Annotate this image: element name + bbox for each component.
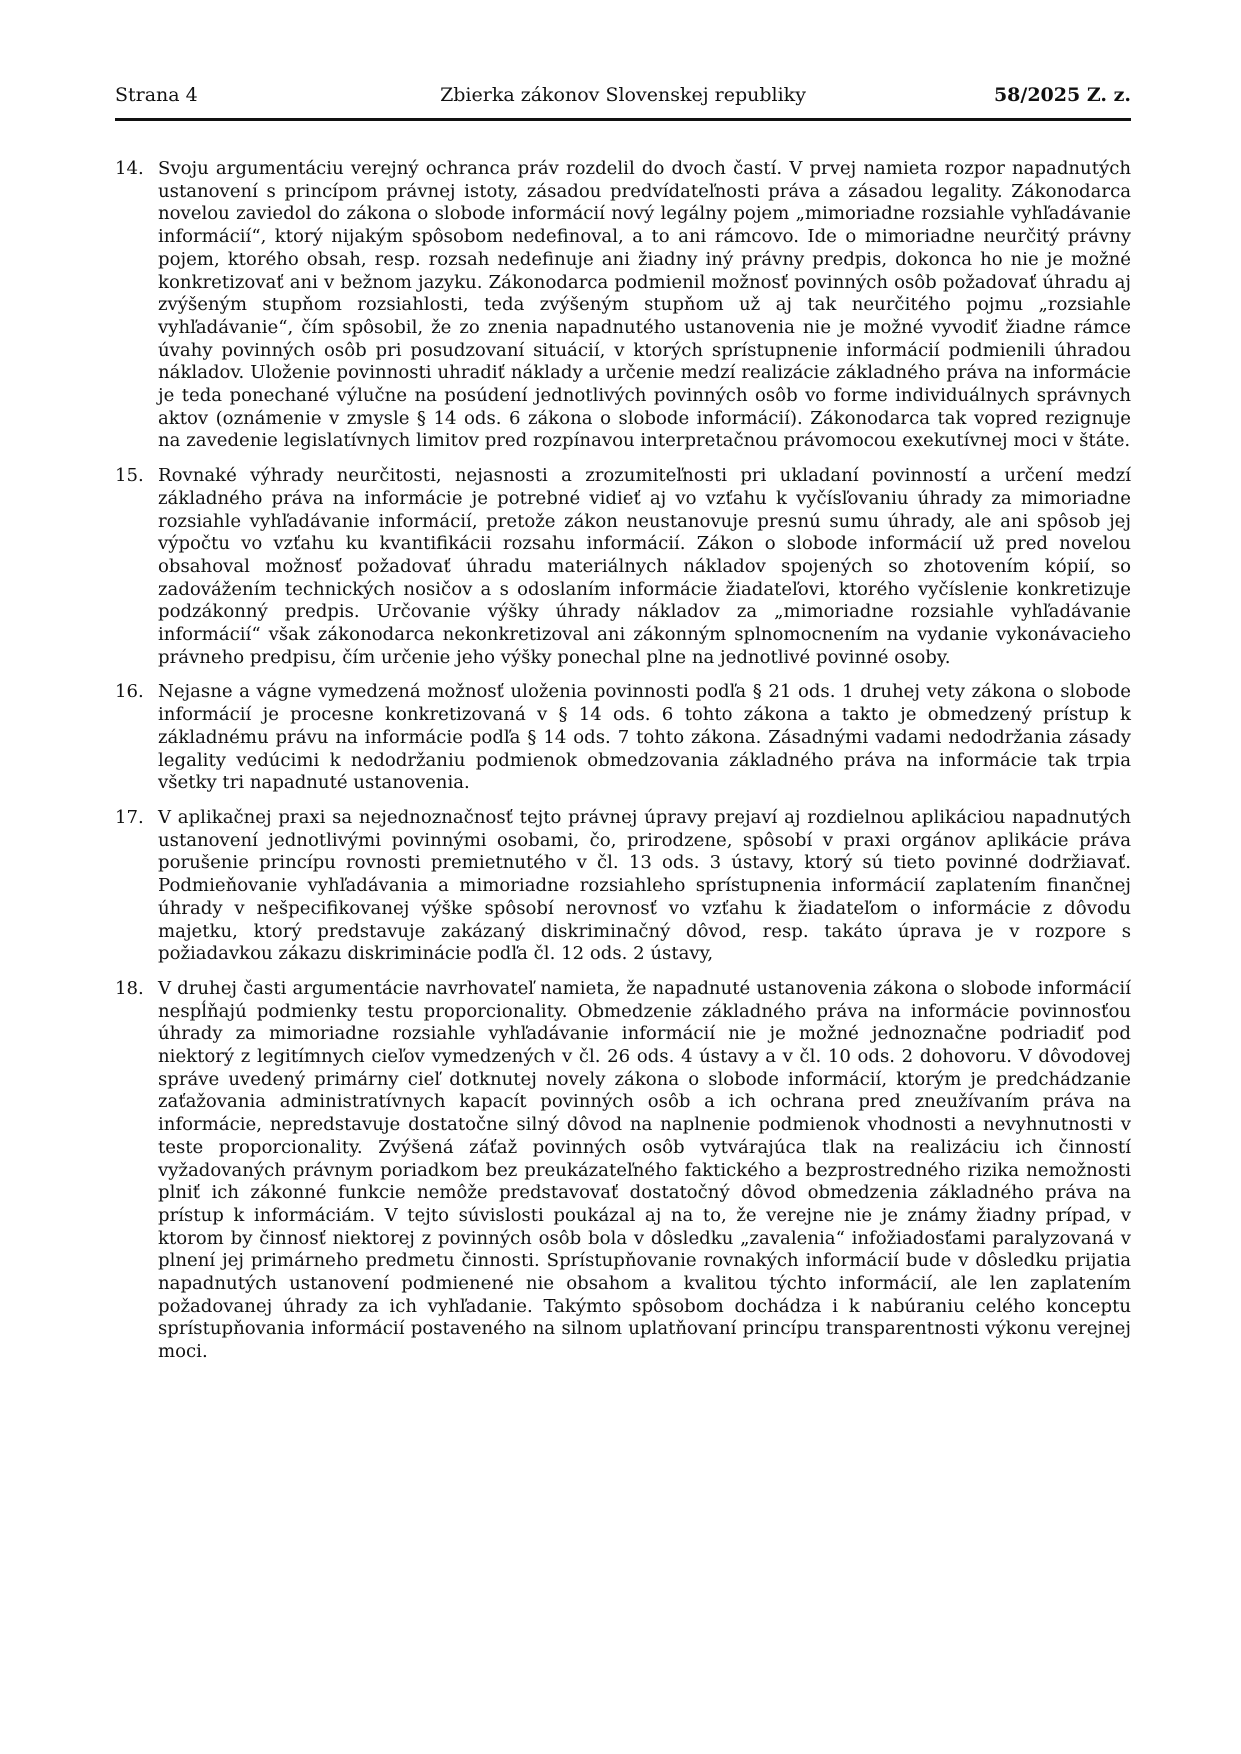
- paragraph-text: Nejasne a vágne vymedzená možnosť uloženia povinnosti podľa § 21 ods. 1 druhej vety zákona o slobode informácií je procesne konkretizovaná v § 14 ods. 6 tohto zákona a takto je obmedzený prístup k základnému právu na informácie podľa § 14 ods. 7 tohto zákona. Zásadnými vadami nedodržania zásady legality vedúcimi k nedodržaniu podmienok obmedzovania základného práva na informácie tak trpia všetky tri napadnuté ustanovenia.: [158, 681, 1131, 794]
- publication-title: Zbierka zákonov Slovenskej republiky: [440, 84, 806, 106]
- paragraph-18: [115, 978, 1131, 1364]
- paragraph-16: [115, 681, 1131, 795]
- paragraph-text: V druhej časti argumentácie navrhovateľ namieta, že napadnuté ustanovenia zákona o slobode informácií nespĺňajú podmienky testu proporcionality. Obmedzenie základného práva na informácie povinnosťou úhrady za mimoriadne rozsiahle vyhľadávanie informácií nie je možné jednoznačne podriadiť pod niektorý z legitímnych cieľov vymedzených v čl. 26 ods. 4 ústavy a v čl. 10 ods. 2 dohovoru. V dôvodovej správe uvedený primárny cieľ dotknutej novely zákona o slobode informácií, ktorým je predchádzanie zaťažovania administratívnych kapacít povinných osôb a ich ochrana pred zneužívaním práva na informácie, nepredstavuje dostatočne silný dôvod na naplnenie podmienok vhodnosti a nevyhnutnosti v teste proporcionality. Zvýšená záťaž povinných osôb vytvárajúca tlak na realizáciu ich činností vyžadovaných právnym poriadkom bez preukázateľného faktického a bezprostredného rizika nemožnosti plniť ich zákonné funkcie nemôže predstavovať dostatočný dôvod obmedzenia základného práva na prístup k informáciám. V tejto súvislosti poukázal aj na to, že verejne nie je známy žiadny prípad, v ktorom by činnosť niektorej z povinných osôb bola v dôsledku „zavalenia“ infožiadosťami paralyzovaná v plnení jej primárneho predmetu činnosti. Sprístupňovanie rovnakých informácií bude v dôsledku prijatia napadnutých ustanovení podmienené nie obsahom a kvalitou týchto informácií, ale len zaplatením požadovanej úhrady za ich vyhľadanie. Takýmto spôsobom dochádza i k nabúraniu celého konceptu sprístupňovania informácií postaveného na silnom uplatňovaní princípu transparentnosti výkonu verejnej moci.: [158, 977, 1131, 1363]
- paragraph-number: 16.: [115, 681, 144, 703]
- paragraph-number: 15.: [115, 465, 144, 487]
- paragraph-14: [115, 158, 1131, 453]
- paragraph-number: 14.: [115, 158, 144, 179]
- paragraph-text: Rovnaké výhrady neurčitosti, nejasnosti a zrozumiteľnosti pri ukladaní povinností a určení medzí základného práva na informácie je potrebné vidieť aj vo vzťahu k vyčísľovaniu úhrady za mimoriadne rozsiahle vyhľadávanie informácií, pretože zákon neustanovuje presnú sumu úhrady, ale ani spôsob jej výpočtu vo vzťahu ku kvantifikácii rozsahu informácií. Zákon o slobode informácií už pred novelou obsahoval možnosť požadovať úhradu materiálnych nákladov spojených so zhotovením kópií, so zadovážením technických nosičov a s odoslaním informácie žiadateľovi, ktorého vyčíslenie konkretizuje podzákonný predpis. Určovanie výšky úhrady nákladov za „mimoriadne rozsiahle vyhľadávanie informácií“ však zákonodarca nekonkretizoval ani zákonným splnomocnením na vydanie vykonávacieho právneho predpisu, čím určenie jeho výšky ponechal plne na jednotlivé povinné osoby.: [158, 465, 1131, 668]
- paragraph-number: 17.: [115, 806, 144, 828]
- paragraph-number: 18.: [115, 977, 144, 999]
- paragraph-text: Svoju argumentáciu verejný ochranca práv rozdelil do dvoch častí. V prvej namieta rozpor napadnutých ustanovení s princípom právnej istoty, zásadou predvídateľnosti práva a zásadou legality. Zákonodarca novelou zaviedol do zákona o slobode informácií nový legálny pojem „mimoriadne rozsiahle vyhľadávanie informácií“, ktorý nijakým spôsobom nedefinoval, a to ani rámcovo. Ide o mimoriadne neurčitý právny pojem, ktorého obsah, resp. rozsah nedefinuje ani žiadny iný právny predpis, dokonca ho nie je možné konkretizovať ani v bežnom jazyku. Zákonodarca podmienil možnosť povinných osôb požadovať úhradu aj zvýšeným stupňom rozsiahlosti, teda zvýšeným stupňom už aj tak neurčitého pojmu „rozsiahle vyhľadávanie“, čím spôsobil, že zo znenia napadnutého ustanovenia nie je možné vyvodiť žiadne rámce úvahy povinných osôb pri posudzovaní situácií, v ktorých sprístupnenie informácií podmienili úhradou nákladov. Uloženie povinnosti uhradiť náklady a určenie medzí realizácie základného práva na informácie je teda ponechané výlučne na posúdení jednotlivých povinných osôb vo forme individuálnych správnych aktov (oznámenie v zmysle § 14 ods. 6 zákona o slobode informácií). Zákonodarca tak vopred rezignuje na zavedenie legislatívnych limitov pred rozpínavou interpretačnou právomocou exekutívnej moci v štáte.: [158, 158, 1131, 452]
- page-number-label: Strana 4: [115, 84, 198, 106]
- paragraph-text: V aplikačnej praxi sa nejednoznačnosť tejto právnej úpravy prejaví aj rozdielnou aplikáciou napadnutých ustanovení jednotlivými povinnými osobami, čo, prirodzene, spôsobí v praxi orgánov aplikácie práva porušenie princípu rovnosti premietnutého v čl. 13 ods. 3 ústavy, ktorý sú tieto povinné dodržiavať. Podmieňovanie vyhľadávania a mimoriadne rozsiahleho sprístupnenia informácií zaplatením finančnej úhrady v nešpecifikovanej výške spôsobí nerovnosť vo vzťahu k žiadateľom o informácie z dôvodu majetku, ktorý predstavuje zakázaný diskriminačný dôvod, resp. takáto úprava je v rozpore s požiadavkou zákazu diskriminácie podľa čl. 12 ods. 2 ústavy,: [158, 806, 1131, 965]
- document-body: [115, 158, 1131, 1376]
- header-divider: [115, 118, 1131, 121]
- paragraph-15: [115, 465, 1131, 669]
- document-number: 58/2025 Z. z.: [993, 84, 1131, 106]
- page-header: [115, 84, 1131, 112]
- paragraph-17: [115, 807, 1131, 966]
